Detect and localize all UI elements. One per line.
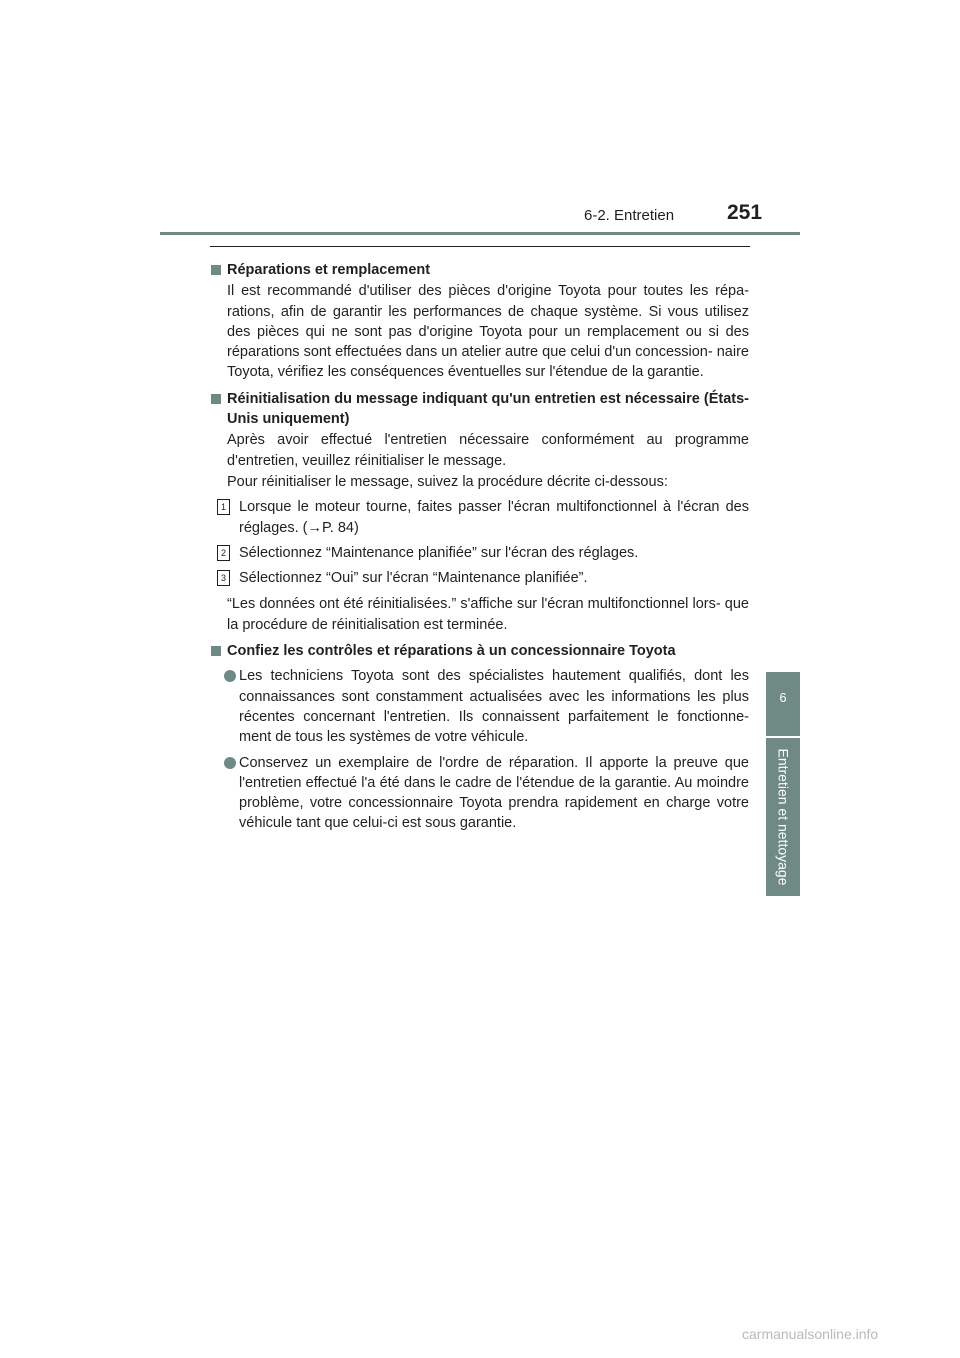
bullet-item-1: [211, 666, 749, 747]
header-section-title: 6-2. Entretien: [584, 207, 675, 224]
section-title-dealer: Confiez les contrôles et réparations à un concessionnaire Toyota: [211, 641, 749, 661]
chapter-title-wrap: [766, 738, 800, 896]
section-body-reset-1: Après avoir effectué l'entretien nécessaire conformément au programme d'entretien, veuillez réinitialiser le message.: [227, 432, 749, 469]
step-number-badge: 1: [217, 499, 230, 515]
bullet-text: Les techniciens Toyota sont des spécialistes hautement qualifiés, dont les connaissances sont constamment actualisées avec les informations les plus récentes concernant l'entretien. Ils connaissent parfaitement le fonctionne- ment de tous les systèmes de votre véhicule.: [239, 668, 749, 746]
chapter-number: 6: [779, 690, 787, 705]
bullet-dot-icon: [224, 670, 236, 682]
step-text: Sélectionnez “Maintenance planifiée” sur l'écran des réglages.: [239, 544, 639, 561]
step-3: [211, 568, 749, 588]
bullet-item-2: [211, 753, 749, 834]
watermark: carmanualsonline.info: [742, 1326, 879, 1342]
header-rule: [160, 232, 800, 235]
section-body-reset-2: Pour réinitialiser le message, suivez la procédure décrite ci-dessous:: [227, 473, 668, 490]
step-text: Sélectionnez “Oui” sur l'écran “Maintenance planifiée”.: [239, 570, 588, 587]
section-body-repairs: Il est recommandé d'utiliser des pièces d'origine Toyota pour toutes les répa- rations, afin de garantir les performances de chaque système. Si vous utilisez des pièces qui ne sont pas d'origine Toyota pour un remplacement ou si des réparations sont effectuées dans un atelier autre que celui d'un concession- naire Toyota, vérifiez les conséquences éventuelles sur l'étendue de la garantie.: [227, 283, 749, 381]
step-1: [211, 497, 749, 538]
step-2: [211, 543, 749, 563]
content-top-rule: [210, 246, 750, 247]
page-number: 251: [727, 201, 763, 224]
section-title-reset: Réinitialisation du message indiquant qu'un entretien est nécessaire (États-Unis uniquement): [211, 389, 749, 430]
chapter-title: Entretien et nettoyage: [775, 748, 791, 886]
step-number-badge: 3: [217, 570, 230, 586]
section-body-reset-after: “Les données ont été réinitialisées.” s'affiche sur l'écran multifonctionnel lors- que la procédure de réinitialisation est terminée.: [227, 596, 749, 633]
page-content: [211, 256, 749, 834]
step-text: Lorsque le moteur tourne, faites passer l'écran multifonctionnel à l'écran des réglages. (→P. 84): [239, 499, 749, 536]
bullet-text: Conservez un exemplaire de l'ordre de réparation. Il apporte la preuve que l'entretien effectué l'a été dans le cadre de l'étendue de la garantie. Au moindre problème, votre concessionnaire Toyota prendra rapidement en charge votre véhicule tant que celui-ci est sous garantie.: [239, 754, 749, 832]
bullet-dot-icon: [224, 757, 236, 769]
step-number-badge: 2: [217, 545, 230, 561]
section-title-repairs: Réparations et remplacement: [211, 260, 749, 280]
